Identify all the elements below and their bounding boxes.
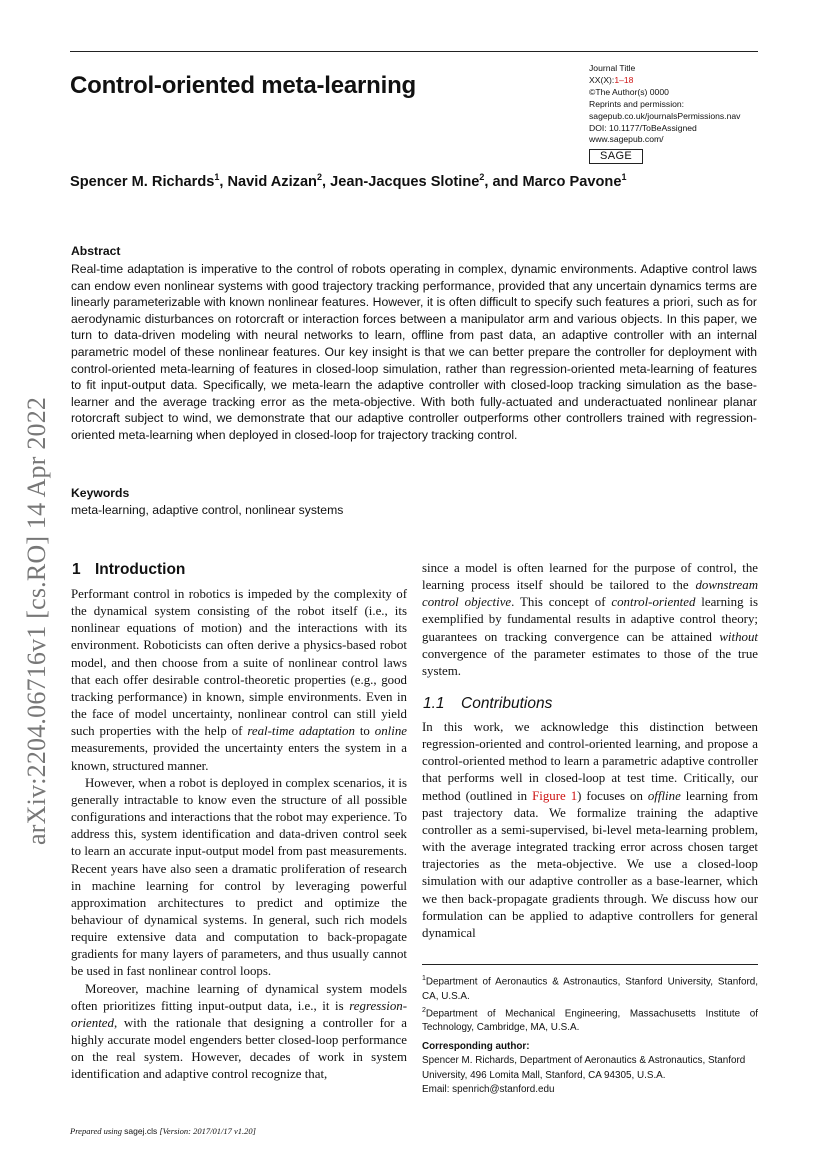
author-name: Jean-Jacques Slotine [330, 173, 480, 190]
subsection-number: 1.1 [423, 695, 445, 712]
header-rule [70, 51, 758, 52]
subsection-title: Contributions [461, 695, 553, 712]
journal-doi: DOI: 10.1177/ToBeAssigned [589, 122, 697, 133]
corresponding-heading: Corresponding author: [422, 1041, 530, 1052]
abstract-heading: Abstract [71, 244, 121, 258]
left-column [71, 586, 407, 1084]
figure-1-link[interactable]: Figure 1 [532, 788, 578, 803]
section-heading [72, 561, 185, 579]
intro-paragraph-3: Moreover, machine learning of dynamical system models often prioritizes fitting input-output data, i.e., it is regression-oriented, with the rationale that designing a controller for a highly accurate model engenders better closed-loop performance on the real system. However, decades of work in system identification and adaptive control recognize that, [71, 981, 407, 1082]
keywords-text: meta-learning, adaptive control, nonlinear systems [71, 503, 344, 517]
journal-info [589, 63, 764, 164]
intro-paragraph-1: Performant control in robotics is impeded by the complexity of the dynamical system consisting of the robot itself (i.e., its nonlinear equations of motion) and the interactions with its environment. Roboticists can often derive a physics-based robot model, and then choose from a suite of nonlinear control laws that each offer desirable control-theoretic properties (e.g., good tracking performance) in known, simple environments. Even in the face of model uncertainty, nonlinear control can still yield such properties with the help of real-time adaptation to online measurements, provided the uncertainty enters the system in a known, structured manner. [71, 587, 407, 773]
abstract-text: Real-time adaptation is imperative to the control of robots operating in complex, dynamic environments. Adaptive control laws can endow even nonlinear systems with good trajectory tracking performance, provided that any uncertain dynamics terms are linearly parameterizable with known nonlinear features. However, it is often difficult to specify such features a priori, such as for aerodynamic disturbances on rotorcraft or interaction forces between a manipulator arm and various objects. In this paper, we turn to data-driven modeling with neural networks to learn, offline from past data, an adaptive controller with an internal parametric model of these nonlinear features. Our key insight is that we can better prepare the controller for deployment with control-oriented meta-learning of features in closed-loop simulation, rather than regression-oriented meta-learning of features to fit input-output data. Specifically, we meta-learn the adaptive controller with closed-loop tracking simulation as the base-learner and the average tracking error as the meta-objective. With both fully-actuated and underactuated nonlinear planar rotorcraft subject to wind, we demonstrate that our adaptive controller outperforms other controllers trained with regression-oriented meta-learning when deployed in closed-loop for trajectory tracking control. [71, 262, 757, 442]
author-affiliation-mark: 2 [316, 172, 322, 182]
author-separator: , [219, 173, 228, 190]
author-name: Spencer M. Richards [70, 173, 215, 190]
right-column-top [422, 560, 758, 680]
author-list [70, 172, 626, 190]
intro-paragraph-2: However, when a robot is deployed in complex scenarios, it is generally intractable to know even the structure of all possible configurations and interactions that the robot may experience. To address this, system identification and data-driven control seek to learn an accurate input-output model from past measurements. Recent years have also seen a dramatic proliferation of research in machine learning for control by leveraging powerful approximation architectures to predict and optimize the behaviour of dynamical systems. In general, such rich models require extensive data and computation to back-propagate gradients for many layers of parameters, and thus usually cannot be used in fast nonlinear control loops. [71, 775, 407, 979]
right-column-bottom [422, 719, 758, 942]
section-title: Introduction [95, 561, 186, 578]
corresponding-author [422, 1040, 758, 1097]
affiliation-footnotes [422, 972, 758, 1036]
subsection-heading [423, 695, 552, 713]
journal-reprints: Reprints and permission: [589, 98, 685, 109]
intro-paragraph-4: since a model is often learned for the purpose of control, the learning process itself should be tailored to the downstream control objective. This concept of control-oriented learning is exemplified by fundamental results in adaptive control theory; guarantees on tracking convergence can be attained without convergence of the parameter estimates to those of the true system. [422, 561, 758, 678]
journal-copyright: ©The Author(s) 0000 [589, 86, 669, 97]
footnote-rule [422, 964, 758, 965]
author-affiliation-mark: 1 [214, 172, 220, 182]
author-affiliation-mark: 2 [479, 172, 485, 182]
section-number: 1 [72, 561, 81, 578]
journal-title: Journal Title [589, 63, 636, 73]
author-separator: , [322, 173, 331, 190]
author-name: Marco Pavone [522, 173, 622, 190]
author-name: Navid Azizan [227, 173, 317, 190]
author-affiliation-mark: 1 [621, 172, 627, 182]
sage-logo: SAGE [589, 149, 643, 164]
journal-permissions-url: sagepub.co.uk/journalsPermissions.nav [589, 110, 741, 121]
contributions-paragraph: In this work, we acknowledge this distinction between regression-oriented and control-oriented learning, and propose a control-oriented method to learn a parametric adaptive controller that performs well in closed-loop at test time. Critically, our method (outlined in Figure 1) focuses on offline learning from past trajectory data. We formalize training the adaptive controller as a semi-supervised, bi-level meta-learning problem, with the average integrated tracking error across chosen target trajectories as the meta-objective. We use a closed-loop simulation with our adaptive controller as a base-learner, which we then back-propagate gradients through. We discuss how our formulation can be applied to adaptive controllers for general dynamical [422, 720, 759, 940]
keywords-heading: Keywords [71, 486, 130, 500]
page-footer: Prepared using sagej.cls [Version: 2017/01/17 v1.20] [70, 1126, 256, 1136]
footnote-affiliation-1: $^1$Department of Aeronautics & Astronautics, Stanford University, Stanford, CA, U.S.A. [422, 975, 758, 1002]
corresponding-email: Email: spenrich@stanford.edu [422, 1083, 555, 1095]
journal-volume: XX(X):1–18 [589, 74, 634, 85]
footnote-affiliation-2: $^2$Department of Mechanical Engineering, Massachusetts Institute of Technology, Cambridge, MA, U.S.A. [422, 1006, 758, 1034]
page-range-link[interactable]: 1–18 [614, 74, 634, 85]
arxiv-stamp: arXiv:2204.06716v1 [cs.RO] 14 Apr 2022 [22, 396, 51, 845]
paper-title: Control-oriented meta-learning [70, 72, 417, 99]
author-separator: , and [484, 173, 523, 190]
corresponding-address: Spencer M. Richards, Department of Aeronautics & Astronautics, Stanford University, 496 Lomita Mall, Stanford, CA 94305, U.S.A. [422, 1055, 746, 1081]
journal-site: www.sagepub.com/ [589, 134, 664, 145]
